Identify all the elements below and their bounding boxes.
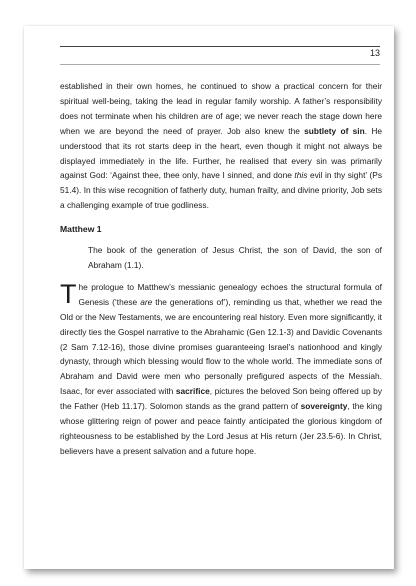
bold-phrase: sacrifice [175, 386, 210, 397]
scripture-quote: The book of the generation of Jesus Christ, the son of David, the son of Abraham (1.1). [88, 245, 382, 270]
paragraph-text: established in their own homes, he continued to show a practical concern for their spiritual well-being, taking the lead in regular family worship. A father’s responsibility does not terminate when his children are of age; we never reach the stage down here when we are beyond the need of prayer. Job also knew the [60, 81, 382, 136]
paragraph-text: evil in thy sight’ (Ps 51.4). In this wise recognition of fatherly duty, human frailty, and divine priority, Job sets a challenging example of true godliness. [60, 170, 383, 211]
page-content [60, 79, 382, 459]
section-heading: Matthew 1 [60, 224, 102, 235]
page-number: 13 [369, 48, 380, 58]
paragraph-text: the generations of’), reminding us that, whether we read the Old or the New Testaments, we are encountering real history. Even more significantly, it directly ties the Gospel narrative to the Abrahamic (Gen 12.1-3) and Davidic Covenants (2 Sam 7.12-16), those divine promises guaranteeing Israel’s nationhood and kingly dynasty, through which blessing would flow to the whole world. The immediate sons of Abraham and David were men who personally prefigured aspects of the Messiah. Isaac, for ever associated with [60, 296, 382, 397]
drop-cap: T [60, 278, 77, 309]
paragraph-text: , the king whose glittering reign of power and peace faintly anticipated the glorious kingdom of righteousness to be established by the Lord Jesus at His return (Jer 23.5-6). In Christ, believers have a present salvation and a future hope. [60, 401, 382, 456]
paragraph-text: . He understood that its rot starts deep in the heart, even though it might not always be displayed immediately in the life. Further, he realised that every sin was primarily against God: ‘Against thee, thee only, have I sinned, and done [60, 125, 382, 181]
paragraph-job [60, 79, 382, 213]
italic-word: this [294, 170, 308, 181]
paragraph-matthew [60, 280, 382, 459]
book-page [24, 26, 394, 569]
bold-phrase: subtlety of sin [304, 125, 365, 136]
bold-phrase: sovereignty [300, 401, 348, 412]
italic-word: are [140, 296, 153, 307]
header-rule [60, 46, 380, 47]
header-divider [60, 64, 380, 65]
paragraph-text: , pictures the beloved Son being offered up by the Father (Heb 11.17). Solomon stands as the grand pattern of [60, 386, 382, 412]
paragraph-text: he prologue to Matthew’s messianic genealogy echoes the structural formula of Genesis (‘these [78, 281, 382, 307]
